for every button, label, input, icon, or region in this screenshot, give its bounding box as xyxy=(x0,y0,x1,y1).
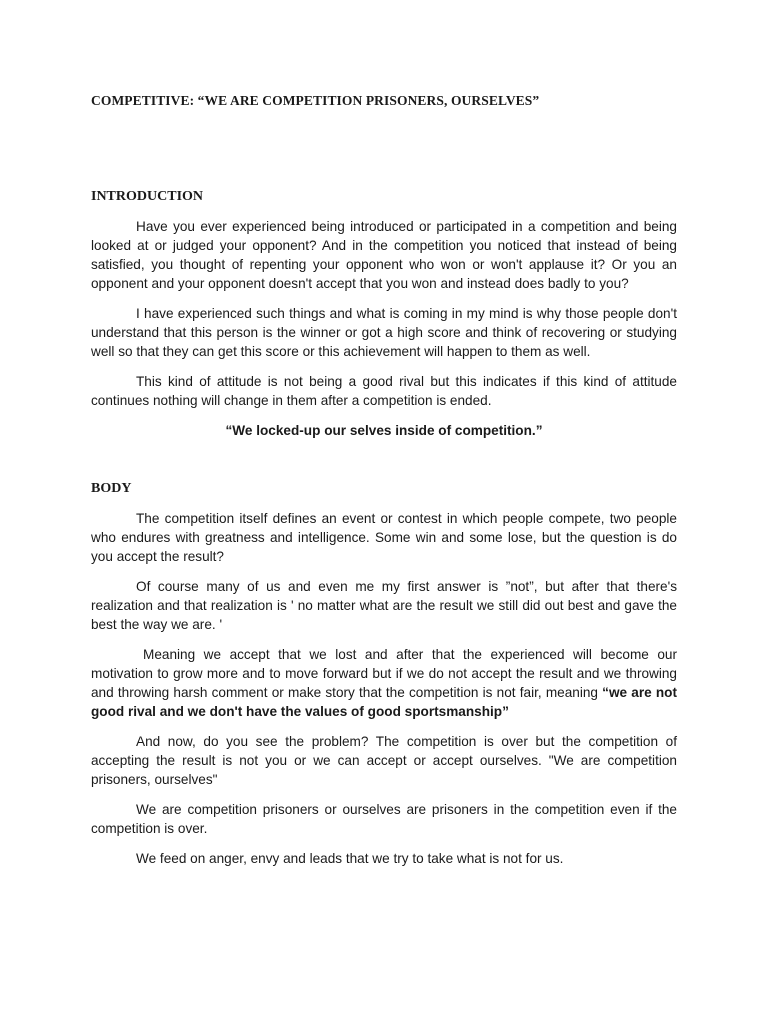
body-paragraph-4: And now, do you see the problem? The competition is over but the competition of accepting the result is not you or we can accept or accept ourselves. "We are competition prisoners, ourselves" xyxy=(91,734,677,787)
document-content xyxy=(91,92,677,868)
intro-paragraph-2: I have experienced such things and what is coming in my mind is why those people don't understand that this person is the winner or got a high score and think of recovering or studying well so that they can get this score or this achievement will happen to them as well. xyxy=(91,306,677,359)
body-heading: BODY xyxy=(91,481,132,496)
body-paragraph-1: The competition itself defines an event or contest in which people compete, two people who endures with greatness and intelligence. Some win and some lose, but the question is do you accept the result? xyxy=(91,511,677,564)
body-paragraph-6: We feed on anger, envy and leads that we try to take what is not for us. xyxy=(136,851,564,866)
body-paragraph-2: Of course many of us and even me my first answer is ”not”, but after that there's realization and that realization is ' no matter what are the result we still did out best and gave the best the way we are. ' xyxy=(91,579,677,632)
body-paragraph-3-text: Meaning we accept that we lost and after that the experienced will become our motivation to grow more and to move forward but if we do not accept the result and we throwing and throwing harsh comment or make story that the competition is not fair, meaning xyxy=(91,647,677,700)
body-paragraph-3 xyxy=(91,645,677,721)
intro-quote: “We locked-up our selves inside of competition.” xyxy=(225,423,543,438)
introduction-heading: INTRODUCTION xyxy=(91,189,204,204)
intro-paragraph-3: This kind of attitude is not being a good rival but this indicates if this kind of attitude continues nothing will change in them after a competition is ended. xyxy=(91,374,677,408)
document-title: COMPETITIVE: “WE ARE COMPETITION PRISONERS, OURSELVES” xyxy=(91,93,540,108)
intro-paragraph-1: Have you ever experienced being introduced or participated in a competition and being looked at or judged your opponent? And in the competition you noticed that instead of being satisfied, you thought of repenting your opponent who won or won't applause it? Or you an opponent and your opponent doesn't accept that you won and instead does badly to you? xyxy=(91,219,677,291)
body-paragraph-5: We are competition prisoners or ourselves are prisoners in the competition even if the competition is over. xyxy=(91,802,677,836)
body-paragraph-3-emphasis: “we are not good rival and we don't have the values of good sportsmanship” xyxy=(91,685,678,719)
